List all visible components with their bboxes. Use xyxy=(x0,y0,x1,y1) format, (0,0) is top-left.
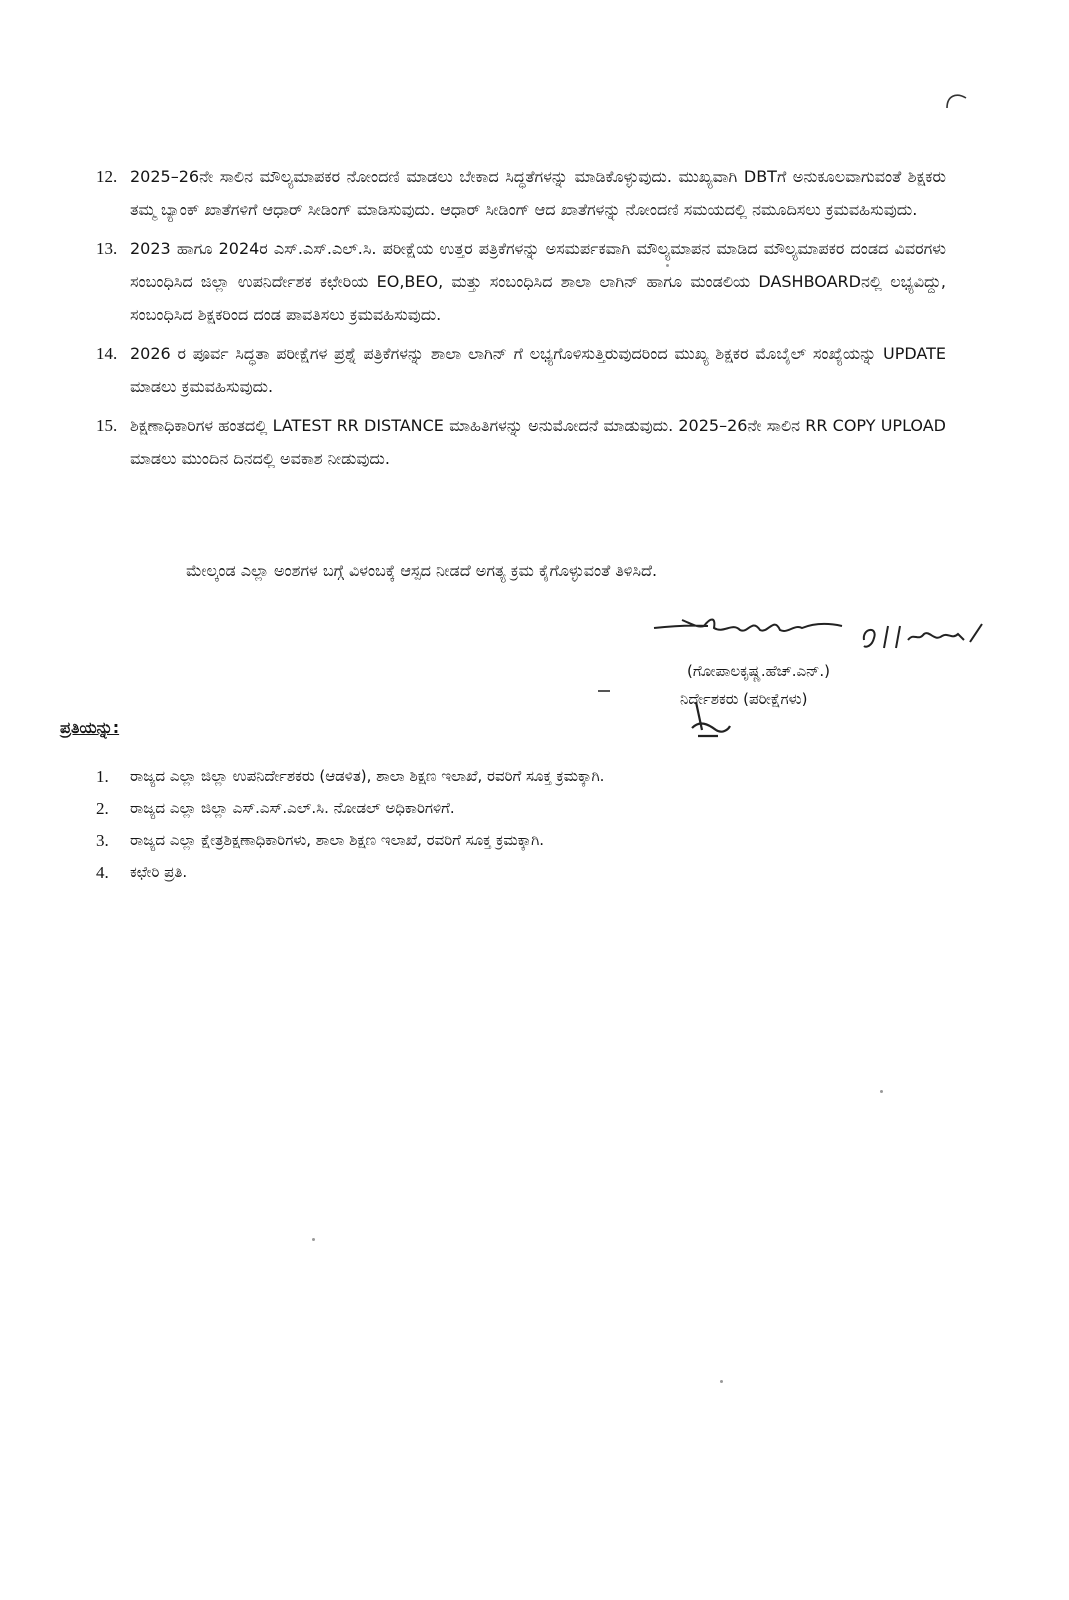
scan-speck xyxy=(312,1238,315,1241)
instruction-item xyxy=(96,409,946,475)
item-number: 12. xyxy=(96,167,118,186)
initial-mark xyxy=(688,700,734,742)
copy-number: 4. xyxy=(96,863,109,882)
item-number: 14. xyxy=(96,344,118,363)
copy-to-item xyxy=(96,762,916,791)
item-text: ಶಿಕ್ಷಣಾಧಿಕಾರಿಗಳ ಹಂತದಲ್ಲಿ LATEST RR DISTANCE ಮಾಹಿತಿಗಳನ್ನು ಅನುಮೋದನೆ ಮಾಡುವುದು. 2025–26ನೇ ಸಾಲಿನ RR COPY UPLOAD ಮಾಡಲು ಮುಂದಿನ ದಿನದಲ್ಲಿ ಅವಕಾಶ ನೀಡುವುದು. xyxy=(130,416,946,468)
signatory-name: (ಗೋಪಾಲಕೃಷ್ಣ.ಹೆಚ್.ಎನ್.) xyxy=(687,662,830,680)
item-text: 2023 ಹಾಗೂ 2024ರ ಎಸ್.ಎಸ್.ಎಲ್.ಸಿ. ಪರೀಕ್ಷೆಯ ಉತ್ತರ ಪತ್ರಿಕೆಗಳನ್ನು ಅಸಮರ್ಪಕವಾಗಿ ಮೌಲ್ಯಮಾಪನ ಮಾಡಿದ ಮೌಲ್ಯಮಾಪಕರ ದಂಡದ ವಿವರಗಳು ಸಂಬಂಧಿಸಿದ ಜಿಲ್ಲಾ ಉಪನಿರ್ದೇಶಕ ಕಛೇರಿಯ EO,BEO, ಮತ್ತು ಸಂಬಂಧಿಸಿದ ಶಾಲಾ ಲಾಗಿನ್ ಹಾಗೂ ಮಂಡಲಿಯ DASHBOARDನಲ್ಲಿ ಲಭ್ಯವಿದ್ದು, ಸಂಬಂಧಿಸಿದ ಶಿಕ್ಷಕರಿಂದ ದಂಡ ಪಾವತಿಸಲು ಕ್ರಮವಹಿಸುವುದು. xyxy=(130,239,946,324)
copy-to-item xyxy=(96,826,916,855)
item-text: 2025–26ನೇ ಸಾಲಿನ ಮೌಲ್ಯಮಾಪಕರ ನೋಂದಣಿ ಮಾಡಲು ಬೇಕಾದ ಸಿದ್ಧತೆಗಳನ್ನು ಮಾಡಿಕೊಳ್ಳುವುದು. ಮುಖ್ಯವಾಗಿ DBTಗೆ ಅನುಕೂಲವಾಗುವಂತೆ ಶಿಕ್ಷಕರು ತಮ್ಮ ಬ್ಯಾಂಕ್ ಖಾತೆಗಳಿಗೆ ಆಧಾರ್ ಸೀಡಿಂಗ್ ಮಾಡಿಸುವುದು. ಆಧಾರ್ ಸೀಡಿಂಗ್ ಆದ ಖಾತೆಗಳನ್ನು ನೋಂದಣಿ ಸಮಯದಲ್ಲಿ ನಮೂದಿಸಲು ಕ್ರಮವಹಿಸುವುದು. xyxy=(130,167,946,219)
copy-number: 3. xyxy=(96,831,109,850)
stray-mark xyxy=(598,690,610,692)
instruction-item xyxy=(96,160,946,226)
corner-pen-mark xyxy=(944,90,970,110)
copy-number: 2. xyxy=(96,799,109,818)
copy-text: ರಾಜ್ಯದ ಎಲ್ಲಾ ಜಿಲ್ಲಾ ಎಸ್.ಎಸ್.ಎಲ್.ಸಿ. ನೋಡಲ್ ಅಧಿಕಾರಿಗಳಿಗೆ. xyxy=(130,799,455,817)
instruction-list xyxy=(96,160,946,481)
instruction-item xyxy=(96,232,946,331)
scan-speck xyxy=(666,264,669,267)
copy-to-item xyxy=(96,794,916,823)
copy-to-heading: ಪ್ರತಿಯನ್ನು: xyxy=(60,718,120,737)
handwritten-signature xyxy=(652,612,1012,658)
copy-text: ರಾಜ್ಯದ ಎಲ್ಲಾ ಜಿಲ್ಲಾ ಉಪನಿರ್ದೇಶಕರು (ಆಡಳಿತ), ಶಾಲಾ ಶಿಕ್ಷಣ ಇಲಾಖೆ, ರವರಿಗೆ ಸೂಕ್ತ ಕ್ರಮಕ್ಕಾಗಿ. xyxy=(130,767,605,785)
item-number: 13. xyxy=(96,239,118,258)
item-number: 15. xyxy=(96,416,118,435)
scan-speck xyxy=(880,1090,883,1093)
copy-to-list xyxy=(96,762,916,890)
copy-text: ಕಛೇರಿ ಪ್ರತಿ. xyxy=(130,863,188,881)
copy-to-item xyxy=(96,858,916,887)
copy-number: 1. xyxy=(96,767,109,786)
item-text: 2026 ರ ಪೂರ್ವ ಸಿದ್ಧತಾ ಪರೀಕ್ಷೆಗಳ ಪ್ರಶ್ನೆ ಪತ್ರಿಕೆಗಳನ್ನು ಶಾಲಾ ಲಾಗಿನ್ ಗೆ ಲಭ್ಯಗೊಳಿಸುತ್ತಿರುವುದರಿಂದ ಮುಖ್ಯ ಶಿಕ್ಷಕರ ಮೊಬೈಲ್ ಸಂಖ್ಯೆಯನ್ನು UPDATE ಮಾಡಲು ಕ್ರಮವಹಿಸುವುದು. xyxy=(130,344,946,396)
instruction-item xyxy=(96,337,946,403)
copy-text: ರಾಜ್ಯದ ಎಲ್ಲಾ ಕ್ಷೇತ್ರಶಿಕ್ಷಣಾಧಿಕಾರಿಗಳು, ಶಾಲಾ ಶಿಕ್ಷಣ ಇಲಾಖೆ, ರವರಿಗೆ ಸೂಕ್ತ ಕ್ರಮಕ್ಕಾಗಿ. xyxy=(130,831,545,849)
closing-note: ಮೇಲ್ಕಂಡ ಎಲ್ಲಾ ಅಂಶಗಳ ಬಗ್ಗೆ ವಿಳಂಬಕ್ಕೆ ಆಸ್ಪದ ನೀಡದೆ ಅಗತ್ಯ ಕ್ರಮ ಕೈಗೊಳ್ಳುವಂತೆ ತಿಳಿಸಿದೆ. xyxy=(186,561,658,580)
scan-speck xyxy=(720,1380,723,1383)
signatory-designation: ನಿರ್ದೇಶಕರು (ಪರೀಕ್ಷೆಗಳು) xyxy=(680,690,808,708)
